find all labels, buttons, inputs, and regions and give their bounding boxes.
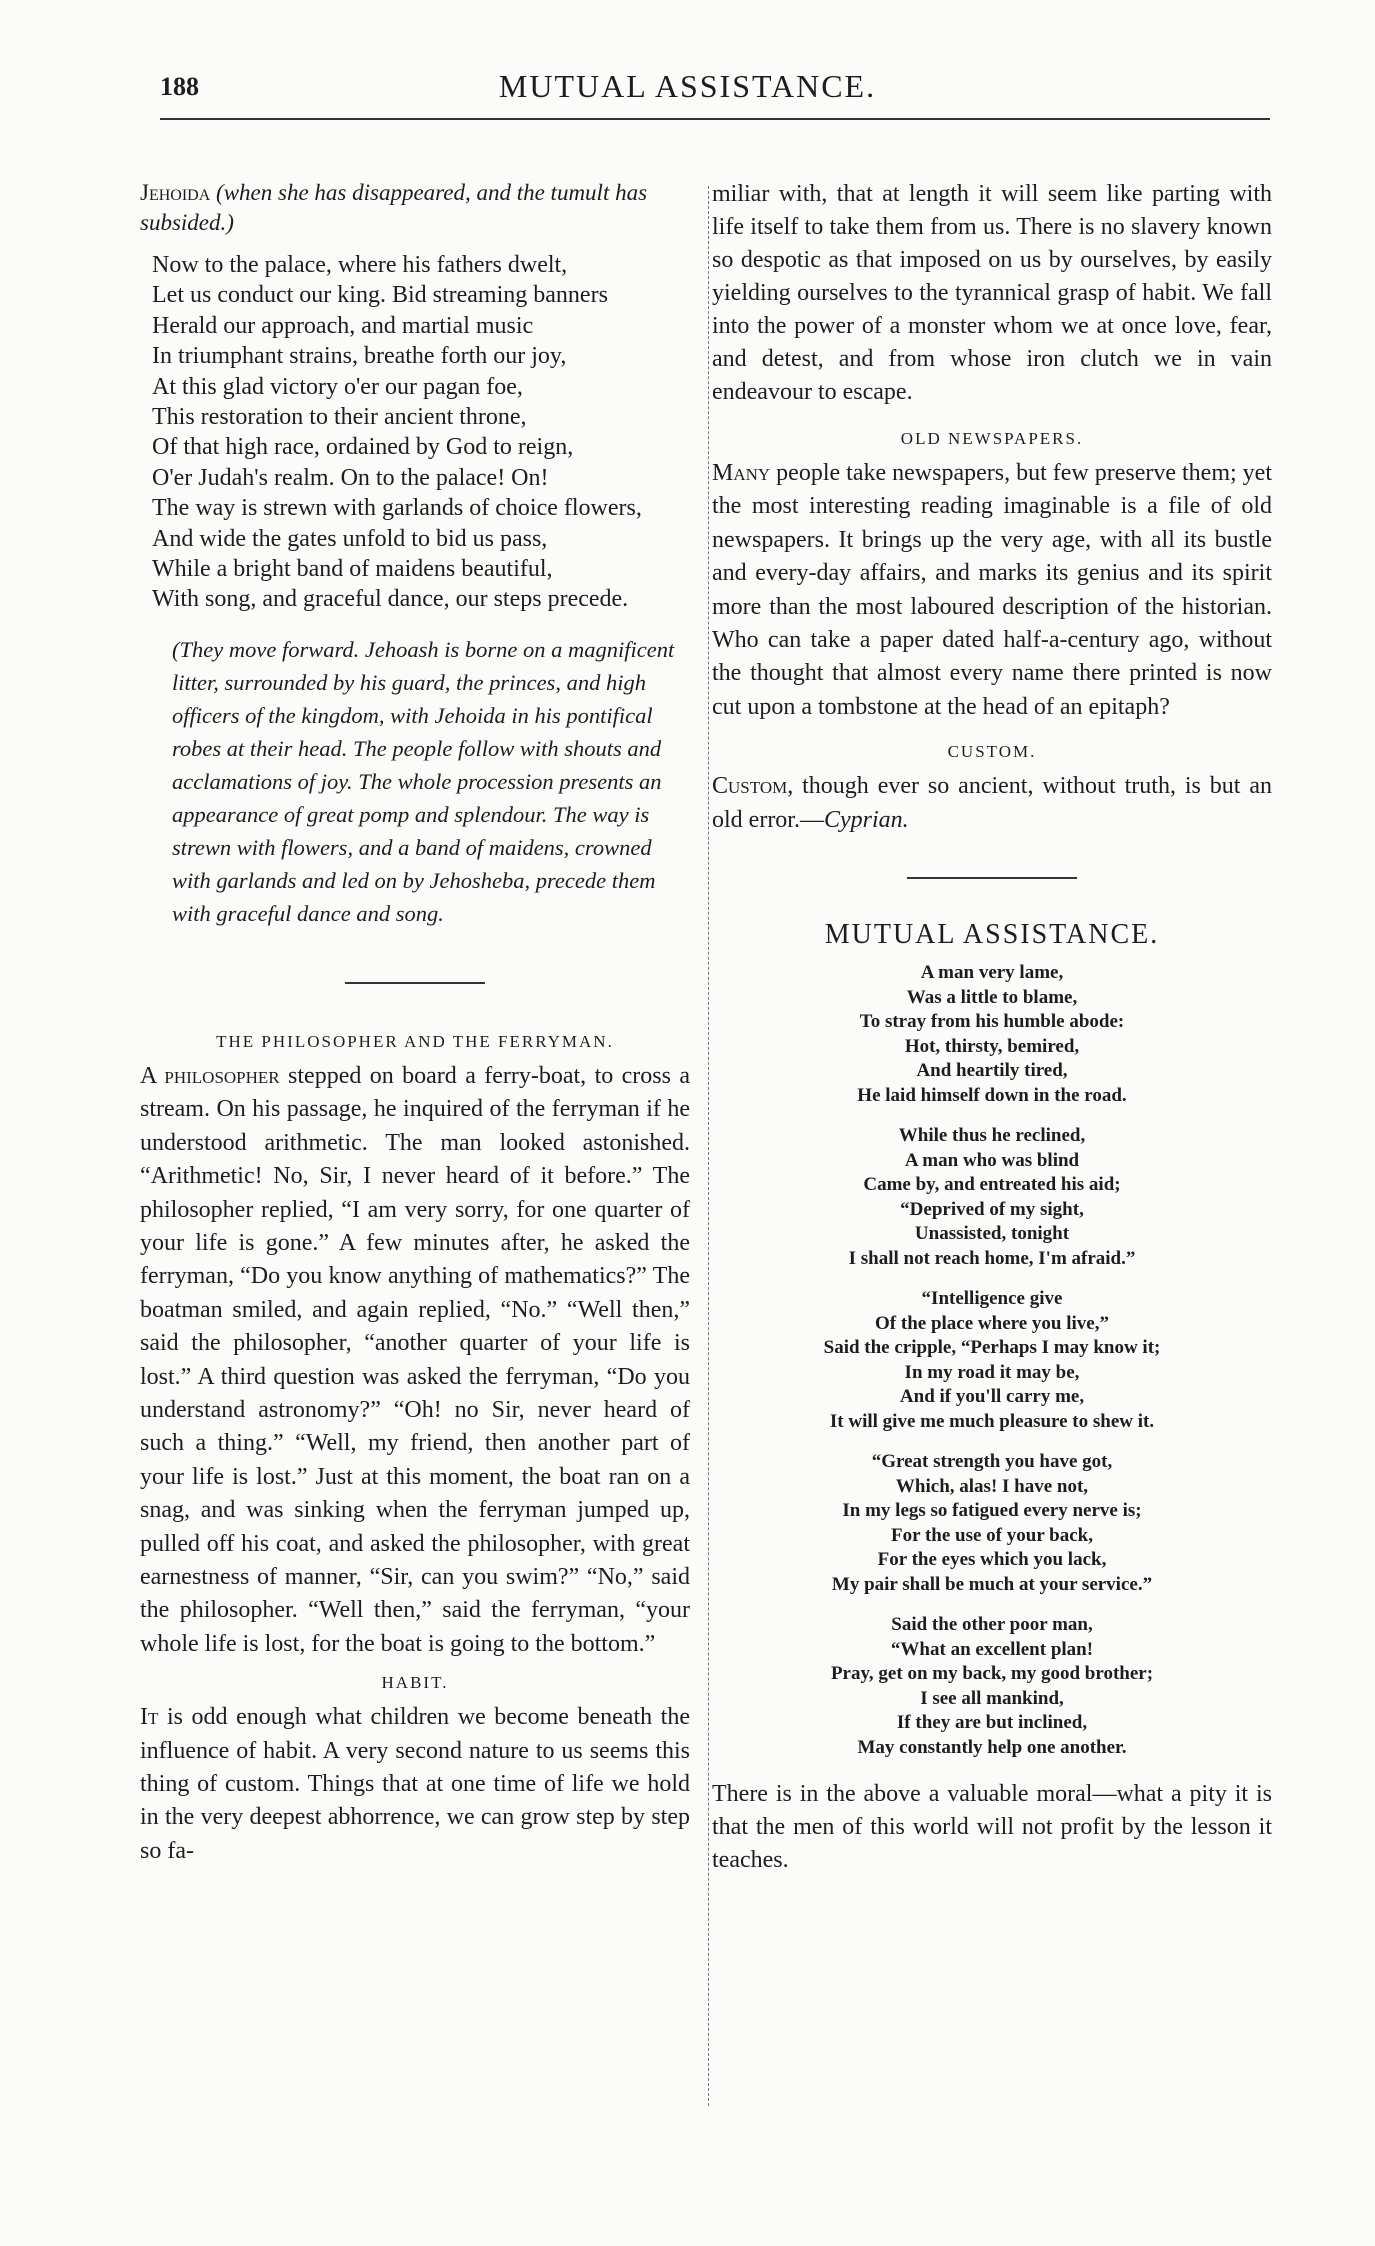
poem-stanza (712, 1450, 1272, 1597)
poem-line: “What an excellent plan! (890, 1638, 1094, 1660)
custom-paragraph (712, 770, 1272, 837)
custom-heading: CUSTOM. (947, 742, 1037, 762)
poem-line: Said the cripple, “Perhaps I may know it; (823, 1337, 1161, 1359)
poem-line: A man who was blind (904, 1149, 1080, 1171)
page-number: 188 (160, 72, 199, 101)
verse-line: This restoration to their ancient throne, (152, 404, 527, 431)
poem-title: MUTUAL ASSISTANCE. (824, 919, 1160, 951)
poem-line: In my legs so fatigued every nerve is; (842, 1500, 1142, 1522)
poem-line: May constantly help one another. (857, 1736, 1127, 1758)
poem-line: Pray, get on my back, my good brother; (830, 1663, 1154, 1685)
philosopher-text: stepped on board a ferry-boat, to cross a stream. On his passage, he inquired of the ferryman if he understood arithmetic. The man looked astonished. “Arithmetic! No, Sir, I never heard of it before.” The philosopher replied, “I am very sorry, for one quarter of your life is gone.” A few minutes after, he asked the ferryman, “Do you know anything of mathematics?” The boatman smiled, and again replied, “No.” “Well then,” said the philosopher, “another quarter of your life is lost.” A third question was asked the ferryman, “Do you understand astronomy?” “Oh! no Sir, never heard of such a thing.” “Well, my friend, then another part of your life is lost.” Just at this moment, the boat ran on a snag, and was sinking when the ferryman jumped up, pulled off his coat, and asked the philosopher, with great earnestness of manner, “Sir, can you swim?” “No,” said the philosopher. “Well then,” said the ferryman, “your whole life is lost, for the boat is going to the bottom.” (140, 1062, 691, 1657)
newspapers-lead: Many (712, 460, 771, 486)
newspapers-text: people take newspapers, but few preserve them; yet the most interesting reading imaginable is a file of old newspapers. It brings up the very age, with all its bustle and every-day affairs, and marks its genius and its spirit more than the most laboured description of the historian. Who can take a paper dated half-a-century ago, without the thought that almost every name there printed is now cut upon a tombstone at the head of an epitaph? (712, 460, 1272, 720)
right-column (712, 178, 1272, 1877)
poem-line: “Intelligence give (921, 1288, 1063, 1310)
verse-line: Of that high race, ordained by God to reign, (152, 434, 574, 461)
verse-line: O'er Judah's realm. On to the palace! On! (152, 464, 549, 491)
verse-line: And wide the gates unfold to bid us pass, (152, 525, 548, 552)
poem-line: My pair shall be much at your service.” (831, 1573, 1153, 1595)
newspapers-heading: OLD NEWSPAPERS. (900, 429, 1084, 448)
poem-line: To stray from his humble abode: (859, 1011, 1125, 1033)
poem-line: “Great strength you have got, (871, 1451, 1113, 1473)
poem-stanza (712, 1124, 1272, 1271)
philosopher-heading: THE PHILOSOPHER AND THE FERRYMAN. (216, 1031, 614, 1051)
poem-line: And heartily tired, (916, 1060, 1068, 1082)
poem-stanza (712, 1287, 1272, 1434)
poem-line: For the eyes which you lack, (877, 1549, 1107, 1571)
verse-line: While a bright band of maidens beautiful, (152, 556, 553, 583)
habit-lead: It (140, 1704, 159, 1731)
custom-lead: Custom, (712, 773, 794, 800)
poem-line: Hot, thirsty, bemired, (904, 1035, 1080, 1057)
verse-line: In triumphant strains, breathe forth our joy, (152, 343, 567, 370)
poem-moral: There is in the above a valuable moral—what a pity it is that the men of this world will not profit by the lesson it teaches. (712, 1781, 1272, 1874)
verse-line: Now to the palace, where his fathers dwelt, (152, 252, 568, 278)
poem-line: I see all mankind, (920, 1687, 1064, 1709)
poem-stanza (712, 961, 1272, 1108)
poem-line: Of the place where you live,” (875, 1312, 1109, 1334)
poem-line: While thus he reclined, (898, 1125, 1086, 1147)
poem-line: Said the other poor man, (891, 1614, 1093, 1636)
philosopher-paragraph (140, 1060, 690, 1661)
verse-line: Let us conduct our king. Bid streaming banners (152, 282, 608, 309)
poem-line: I shall not reach home, I'm afraid.” (848, 1247, 1136, 1269)
running-head: MUTUAL ASSISTANCE. (498, 68, 877, 104)
stage-speaker: Jehoida (140, 180, 211, 205)
poem-line: Which, alas! I have not, (895, 1475, 1089, 1497)
stage-direction: (They move forward. Jehoash is borne on a magnificent litter, surrounded by his guard, the princes, and high officers of the kingdom, with Jehoida in his pontifical robes at their head. The people follow with shouts and acclamations of joy. The whole procession presents an appearance of great pomp and splendour. The way is strewn with flowers, and a band of maidens, crowned with garlands and led on by Jehosheba, precede them with graceful dance and song. (172, 636, 675, 926)
newspapers-paragraph (712, 457, 1272, 724)
philosopher-lead: A philosopher (140, 1062, 280, 1089)
poem-stanza (712, 1613, 1272, 1760)
verse (152, 250, 690, 615)
habit-paragraph (140, 1701, 690, 1868)
poem-line: Unassisted, tonight (914, 1223, 1070, 1245)
left-column (140, 178, 690, 1868)
header-rule (160, 118, 1270, 120)
poem-line: Was a little to blame, (906, 986, 1078, 1008)
poem-line: In my road it may be, (904, 1361, 1080, 1383)
habit-heading: HABIT. (381, 1673, 449, 1693)
stage-note (140, 178, 690, 238)
poem-line: If they are but inclined, (896, 1712, 1088, 1734)
habit-text: is odd enough what children we become beneath the influence of habit. A very second nature to us seems this thing of custom. Things that at one time of life we hold in the very deepest abhorrence, we can grow step by step so fa- (140, 1704, 690, 1864)
poem-line: He laid himself down in the road. (857, 1084, 1127, 1106)
column-divider (708, 186, 709, 2106)
poem-line: And if you'll carry me, (899, 1386, 1085, 1408)
poem-line: Came by, and entreated his aid; (863, 1174, 1121, 1196)
poem-line: A man very lame, (920, 962, 1064, 984)
poem-line: It will give me much pleasure to shew it. (829, 1410, 1155, 1432)
verse-line: Herald our approach, and martial music (152, 312, 534, 339)
habit-continuation: miliar with, that at length it will seem like parting with life itself to take them from us. There is no slavery known so despotic as that imposed on us by ourselves, by easily yielding ourselves to the tyrannical grasp of habit. We fall into the power of a monster whom we at once love, fear, and detest, and from whose iron clutch we in vain endeavour to escape. (712, 181, 1272, 405)
stage-note-text: (when she has disappeared, and the tumult has subsided.) (140, 180, 648, 235)
poem-line: For the use of your back, (891, 1524, 1093, 1546)
section-separator (907, 877, 1077, 879)
verse-line: With song, and graceful dance, our steps precede. (152, 586, 629, 613)
section-separator (345, 982, 485, 984)
verse-line: At this glad victory o'er our pagan foe, (152, 373, 523, 400)
custom-text: though ever so ancient, without truth, is but an old error.— (712, 773, 1272, 833)
custom-citation: Cyprian. (823, 806, 909, 833)
verse-line: The way is strewn with garlands of choice flowers, (152, 495, 642, 522)
poem-line: “Deprived of my sight, (900, 1198, 1084, 1220)
